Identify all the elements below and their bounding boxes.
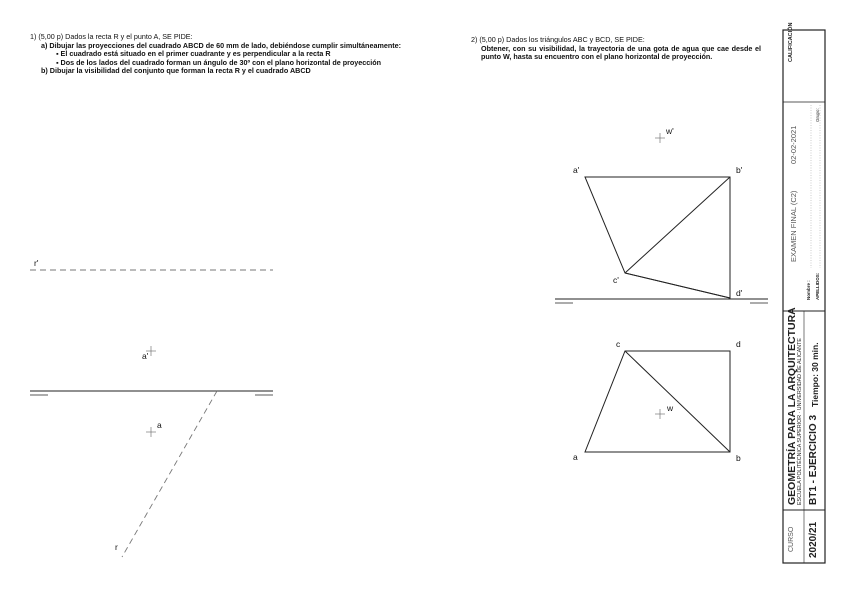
exercise-1-bullet-2: ▪ Dos de los lados del cuadrado forman un ángulo de 30º con el plano horizontal de proyección [56,57,382,67]
label-d-prime: d' [736,288,743,298]
course-label: CURSO [788,526,795,552]
exercise-1-header: 1) (5,00 p) Dados la recta R y el punto A, SE PIDE: [30,32,193,41]
exercise-id: BT1 - EJERCICIO 3 [808,414,819,505]
label-w-prime: w' [666,126,674,136]
label-d: d [736,339,741,349]
exam-type: EXAMEN FINAL (C2) [789,190,798,262]
plan-diag-c-b [625,351,730,452]
course-year: 2020/21 [808,521,819,558]
name-field-label: Nombre : [806,280,811,300]
w-point [655,409,665,419]
label-r: r [115,542,118,552]
exercise-2-header: 2) (5,00 p) Dados los triángulos ABC y BCD, SE PIDE: [471,35,645,44]
w-prime-point [655,133,665,143]
elevation-c-d [625,273,730,298]
label-b: b [736,453,741,463]
r-line [122,391,217,557]
exercise-2-body: Obtener, con su visibilidad, la trayectoria de una gota de agua que cae desde el punto W, hasta su encuentro con el plano horizontal de proyección. [481,43,761,62]
exam-date: 02-02-2021 [789,125,798,164]
label-a-prime: a' [142,351,149,361]
group-field-label: Grupo: [815,108,820,122]
course-title: GEOMETRÍA PARA LA ARQUITECTURA [786,307,798,505]
exercise-1-bullet-1: ▪ El cuadrado está situado en el primer cuadrante y es perpendicular a la recta R [56,49,331,59]
label-a-prime-2: a' [573,165,580,175]
exercise-1-drawing [30,270,273,557]
label-c: c [616,339,621,349]
grading-label: CALIFICACIÓN [788,22,794,62]
a-point [146,427,156,437]
school-name: ESCUELA POLITÉCNICA SUPERIOR · UNIVERSIDAD DE ALICANTE [797,338,803,505]
label-c-prime: c' [613,275,619,285]
label-r-prime: r' [34,258,39,268]
time-limit: Tiempo: 30 min. [810,342,820,407]
label-w: w [667,403,674,413]
plan-triangles [585,351,730,452]
exercise-1-item-b: b) Dibujar la visibilidad del conjunto que forman la recta R y el cuadrado ABCD [41,66,311,76]
label-a: a [157,420,162,430]
label-b-prime: b' [736,165,743,175]
elevation-triangles [585,177,730,298]
exercise-1-item-a: a) Dibujar las proyecciones del cuadrado ABCD de 60 mm de lado, debiéndose cumplir simultáneamente: [41,40,402,50]
elevation-diag-b-c [625,177,730,273]
label-a-2: a [573,452,578,462]
surname-field-label: APELLIDOS: [815,272,820,300]
